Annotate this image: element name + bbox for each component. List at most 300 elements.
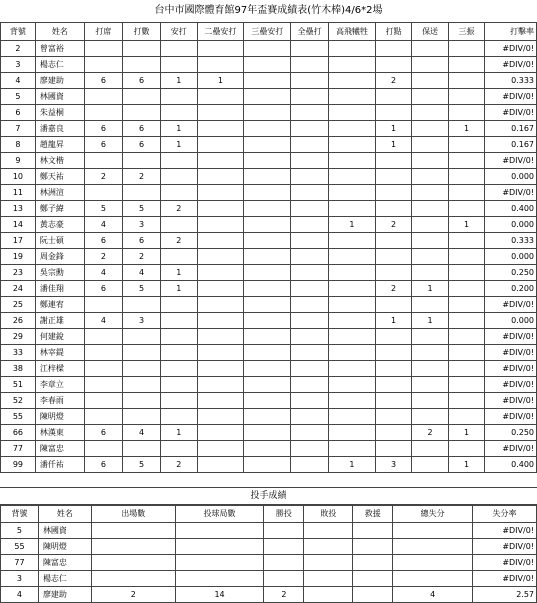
table-cell: [329, 345, 376, 361]
table-cell: 2: [84, 249, 122, 265]
table-cell: [161, 249, 197, 265]
table-cell: [448, 153, 484, 169]
player-row: [1, 265, 537, 281]
table-cell: [161, 409, 197, 425]
table-cell: 55: [1, 409, 36, 425]
table-cell: [91, 571, 175, 587]
table-cell: 0.000: [485, 313, 537, 329]
table-cell: [393, 555, 473, 571]
table-cell: 2: [264, 587, 304, 603]
pitcher-row: [1, 523, 537, 539]
column-header: 三振: [448, 23, 484, 41]
table-cell: 2: [84, 169, 122, 185]
table-cell: [353, 555, 393, 571]
table-cell: [329, 185, 376, 201]
table-cell: 1: [448, 425, 484, 441]
table-cell: [197, 57, 244, 73]
table-cell: [291, 345, 329, 361]
table-cell: [448, 185, 484, 201]
player-row: [1, 377, 537, 393]
table-cell: 鄭連宥: [35, 297, 84, 313]
table-cell: 林洲渲: [35, 185, 84, 201]
table-cell: 楊志仁: [35, 57, 84, 73]
table-cell: [375, 169, 411, 185]
table-cell: [244, 153, 291, 169]
table-cell: 6: [1, 105, 36, 121]
table-cell: 2: [375, 73, 411, 89]
batting-table: [0, 22, 537, 473]
column-header: 敗投: [304, 505, 353, 523]
table-cell: [412, 121, 448, 137]
table-cell: [84, 377, 122, 393]
table-cell: [448, 57, 484, 73]
table-cell: [329, 329, 376, 345]
table-cell: [244, 457, 291, 473]
table-cell: [448, 313, 484, 329]
table-cell: 4: [393, 587, 473, 603]
table-cell: [291, 217, 329, 233]
table-cell: [291, 137, 329, 153]
table-cell: [197, 201, 244, 217]
table-cell: 4: [1, 73, 36, 89]
player-row: [1, 409, 537, 425]
table-cell: 何建銳: [35, 329, 84, 345]
table-cell: 17: [1, 233, 36, 249]
table-cell: #DIV/0!: [485, 57, 537, 73]
table-cell: 99: [1, 457, 36, 473]
table-cell: 趙龍昇: [35, 137, 84, 153]
player-row: [1, 73, 537, 89]
table-cell: [412, 73, 448, 89]
table-cell: [412, 169, 448, 185]
table-cell: [375, 329, 411, 345]
player-row: [1, 217, 537, 233]
table-cell: 2: [122, 169, 160, 185]
player-row: [1, 393, 537, 409]
table-cell: 3: [1, 57, 36, 73]
table-cell: 4: [122, 265, 160, 281]
player-row: [1, 345, 537, 361]
table-cell: [291, 153, 329, 169]
table-cell: 李章立: [35, 377, 84, 393]
table-cell: 1: [448, 457, 484, 473]
table-cell: [375, 185, 411, 201]
table-cell: [197, 89, 244, 105]
pitching-header-row: [1, 505, 537, 523]
table-cell: [244, 265, 291, 281]
table-cell: [197, 265, 244, 281]
table-cell: [122, 57, 160, 73]
table-cell: [244, 57, 291, 73]
table-cell: [161, 57, 197, 73]
table-cell: [244, 73, 291, 89]
player-row: [1, 249, 537, 265]
table-cell: 14: [175, 587, 264, 603]
table-cell: [161, 217, 197, 233]
table-cell: [197, 313, 244, 329]
table-cell: [329, 393, 376, 409]
table-cell: [244, 345, 291, 361]
table-cell: 6: [84, 137, 122, 153]
table-cell: [197, 41, 244, 57]
column-header: 背號: [1, 505, 39, 523]
table-cell: [353, 523, 393, 539]
table-cell: [353, 587, 393, 603]
table-cell: 6: [84, 233, 122, 249]
table-cell: 6: [84, 73, 122, 89]
table-cell: 33: [1, 345, 36, 361]
table-cell: [375, 377, 411, 393]
table-cell: [122, 185, 160, 201]
player-row: [1, 329, 537, 345]
table-cell: #DIV/0!: [485, 41, 537, 57]
table-cell: [122, 41, 160, 57]
table-cell: [412, 457, 448, 473]
table-cell: 1: [161, 73, 197, 89]
table-cell: 9: [1, 153, 36, 169]
table-cell: 0.200: [485, 281, 537, 297]
table-cell: [291, 249, 329, 265]
table-cell: [329, 137, 376, 153]
table-cell: [161, 377, 197, 393]
table-cell: [412, 329, 448, 345]
pitching-table: [0, 504, 537, 603]
table-cell: 4: [122, 425, 160, 441]
table-cell: [448, 89, 484, 105]
table-cell: 0.000: [485, 169, 537, 185]
table-cell: 5: [122, 281, 160, 297]
table-cell: 4: [84, 313, 122, 329]
table-cell: [304, 587, 353, 603]
table-cell: [375, 393, 411, 409]
table-cell: 6: [122, 73, 160, 89]
table-cell: 1: [375, 137, 411, 153]
table-cell: [197, 377, 244, 393]
table-cell: [122, 105, 160, 121]
column-header: 安打: [161, 23, 197, 41]
table-cell: [84, 297, 122, 313]
player-row: [1, 441, 537, 457]
table-cell: [329, 441, 376, 457]
pitcher-row: [1, 587, 537, 603]
table-cell: [84, 57, 122, 73]
table-cell: [291, 441, 329, 457]
table-cell: [244, 393, 291, 409]
table-cell: [244, 105, 291, 121]
table-cell: [448, 41, 484, 57]
table-cell: 1: [161, 281, 197, 297]
table-cell: [291, 57, 329, 73]
table-cell: [197, 153, 244, 169]
column-header: 打點: [375, 23, 411, 41]
table-cell: #DIV/0!: [485, 377, 537, 393]
table-cell: 5: [1, 523, 39, 539]
table-cell: [448, 137, 484, 153]
table-cell: 5: [122, 457, 160, 473]
player-row: [1, 201, 537, 217]
table-cell: [244, 217, 291, 233]
table-cell: 66: [1, 425, 36, 441]
table-cell: [412, 217, 448, 233]
table-cell: 陳明燈: [38, 539, 91, 555]
table-cell: [448, 201, 484, 217]
table-cell: [329, 249, 376, 265]
table-cell: [412, 233, 448, 249]
table-cell: [197, 249, 244, 265]
table-cell: [412, 153, 448, 169]
table-cell: [197, 121, 244, 137]
table-cell: [448, 329, 484, 345]
table-cell: 2: [161, 233, 197, 249]
table-cell: [197, 217, 244, 233]
table-cell: [448, 169, 484, 185]
table-cell: 3: [122, 313, 160, 329]
column-header: 打擊率: [485, 23, 537, 41]
table-cell: 0.333: [485, 233, 537, 249]
table-cell: 2: [122, 249, 160, 265]
column-header: 保送: [412, 23, 448, 41]
table-cell: [197, 361, 244, 377]
table-cell: 陳明燈: [35, 409, 84, 425]
table-cell: [197, 169, 244, 185]
table-cell: [448, 249, 484, 265]
table-cell: [175, 539, 264, 555]
table-cell: 6: [122, 233, 160, 249]
table-cell: #DIV/0!: [485, 409, 537, 425]
table-cell: [161, 361, 197, 377]
table-cell: 周金鋒: [35, 249, 84, 265]
table-cell: [175, 523, 264, 539]
table-cell: 1: [448, 121, 484, 137]
table-cell: 1: [161, 137, 197, 153]
table-cell: [291, 41, 329, 57]
table-cell: [291, 425, 329, 441]
table-cell: [375, 441, 411, 457]
table-cell: 1: [161, 121, 197, 137]
table-cell: 黃志豪: [35, 217, 84, 233]
table-cell: [375, 41, 411, 57]
table-cell: 6: [122, 121, 160, 137]
table-cell: [244, 249, 291, 265]
table-cell: [161, 169, 197, 185]
column-header: 救援: [353, 505, 393, 523]
table-cell: [412, 41, 448, 57]
table-cell: [329, 153, 376, 169]
table-cell: [412, 249, 448, 265]
table-cell: 3: [375, 457, 411, 473]
table-cell: [197, 105, 244, 121]
table-cell: [291, 105, 329, 121]
table-cell: 1: [161, 265, 197, 281]
table-cell: [244, 41, 291, 57]
table-cell: [244, 201, 291, 217]
table-cell: [412, 105, 448, 121]
table-cell: [448, 281, 484, 297]
table-cell: 5: [84, 201, 122, 217]
table-cell: 0.250: [485, 265, 537, 281]
table-cell: [393, 571, 473, 587]
column-header: 高飛犧牲: [329, 23, 376, 41]
table-cell: 26: [1, 313, 36, 329]
table-cell: 陳富忠: [35, 441, 84, 457]
player-row: [1, 137, 537, 153]
table-cell: #DIV/0!: [473, 539, 537, 555]
table-cell: 3: [122, 217, 160, 233]
table-cell: [375, 249, 411, 265]
table-cell: 55: [1, 539, 39, 555]
table-cell: 19: [1, 249, 36, 265]
table-cell: [448, 361, 484, 377]
table-cell: 江梓樑: [35, 361, 84, 377]
table-cell: [291, 377, 329, 393]
table-cell: [448, 409, 484, 425]
table-cell: 鄭天祐: [35, 169, 84, 185]
table-cell: [244, 329, 291, 345]
table-cell: [329, 409, 376, 425]
player-row: [1, 425, 537, 441]
table-cell: [412, 441, 448, 457]
table-cell: 13: [1, 201, 36, 217]
table-cell: [329, 377, 376, 393]
batting-header-row: [1, 23, 537, 41]
table-cell: [264, 571, 304, 587]
table-cell: 2: [161, 457, 197, 473]
table-cell: 3: [1, 571, 39, 587]
table-cell: [84, 361, 122, 377]
table-cell: 阮士碩: [35, 233, 84, 249]
table-cell: [244, 297, 291, 313]
table-cell: [448, 345, 484, 361]
table-cell: [329, 201, 376, 217]
table-cell: [353, 539, 393, 555]
table-cell: 0.333: [485, 73, 537, 89]
table-cell: [329, 265, 376, 281]
table-cell: [412, 201, 448, 217]
table-cell: [412, 361, 448, 377]
table-cell: 鄭子緯: [35, 201, 84, 217]
table-cell: 23: [1, 265, 36, 281]
table-cell: [244, 185, 291, 201]
table-cell: #DIV/0!: [473, 523, 537, 539]
table-cell: [91, 539, 175, 555]
table-cell: [161, 185, 197, 201]
table-cell: [291, 409, 329, 425]
table-cell: [244, 121, 291, 137]
table-cell: [161, 441, 197, 457]
table-cell: 潘仟祐: [35, 457, 84, 473]
table-cell: [329, 169, 376, 185]
table-cell: 2: [375, 281, 411, 297]
table-cell: [264, 539, 304, 555]
table-cell: [122, 297, 160, 313]
table-cell: [161, 313, 197, 329]
column-header: 三壘安打: [244, 23, 291, 41]
table-cell: 77: [1, 441, 36, 457]
table-cell: [375, 201, 411, 217]
table-cell: [197, 345, 244, 361]
player-row: [1, 57, 537, 73]
table-cell: [329, 121, 376, 137]
player-row: [1, 169, 537, 185]
table-cell: 8: [1, 137, 36, 153]
table-cell: #DIV/0!: [485, 89, 537, 105]
table-cell: [197, 233, 244, 249]
table-cell: 4: [1, 587, 39, 603]
table-cell: [161, 153, 197, 169]
table-cell: 0.167: [485, 121, 537, 137]
player-row: [1, 41, 537, 57]
table-cell: [291, 297, 329, 313]
table-cell: [304, 555, 353, 571]
table-cell: [291, 329, 329, 345]
table-cell: 0.250: [485, 425, 537, 441]
table-cell: [375, 105, 411, 121]
table-cell: 0.400: [485, 201, 537, 217]
table-cell: [122, 345, 160, 361]
table-cell: [448, 441, 484, 457]
table-cell: [448, 377, 484, 393]
table-cell: [244, 281, 291, 297]
table-cell: [175, 555, 264, 571]
table-cell: [84, 41, 122, 57]
column-header: 勝投: [264, 505, 304, 523]
table-cell: [329, 73, 376, 89]
table-cell: [84, 345, 122, 361]
table-cell: 1: [412, 281, 448, 297]
table-cell: [375, 153, 411, 169]
table-cell: 2: [412, 425, 448, 441]
sheet-title: 台中市國際體育館97年盃賽成績表(竹木棒)4/6*2場: [154, 5, 383, 16]
table-cell: 1: [329, 217, 376, 233]
table-cell: 2.57: [473, 587, 537, 603]
column-header: 姓名: [35, 23, 84, 41]
table-cell: [329, 105, 376, 121]
table-cell: [375, 57, 411, 73]
table-cell: #DIV/0!: [473, 555, 537, 571]
table-cell: [329, 313, 376, 329]
table-cell: [375, 361, 411, 377]
table-cell: [244, 89, 291, 105]
table-cell: 林國資: [35, 89, 84, 105]
table-cell: [353, 571, 393, 587]
table-cell: [197, 409, 244, 425]
table-cell: [244, 313, 291, 329]
table-cell: [393, 539, 473, 555]
table-cell: [197, 425, 244, 441]
column-header: 失分率: [473, 505, 537, 523]
table-cell: [84, 329, 122, 345]
table-cell: [375, 345, 411, 361]
table-cell: 林文楷: [35, 153, 84, 169]
table-cell: 77: [1, 555, 39, 571]
table-cell: [197, 393, 244, 409]
player-row: [1, 281, 537, 297]
table-cell: [393, 523, 473, 539]
table-cell: [122, 441, 160, 457]
table-cell: [304, 571, 353, 587]
table-cell: 1: [329, 457, 376, 473]
table-cell: [291, 169, 329, 185]
column-header: 出場數: [91, 505, 175, 523]
table-cell: [291, 265, 329, 281]
table-cell: [122, 329, 160, 345]
table-cell: [412, 89, 448, 105]
table-cell: [412, 297, 448, 313]
column-header: 全壘打: [291, 23, 329, 41]
column-header: 姓名: [38, 505, 91, 523]
table-cell: [244, 425, 291, 441]
table-cell: 林漢東: [35, 425, 84, 441]
